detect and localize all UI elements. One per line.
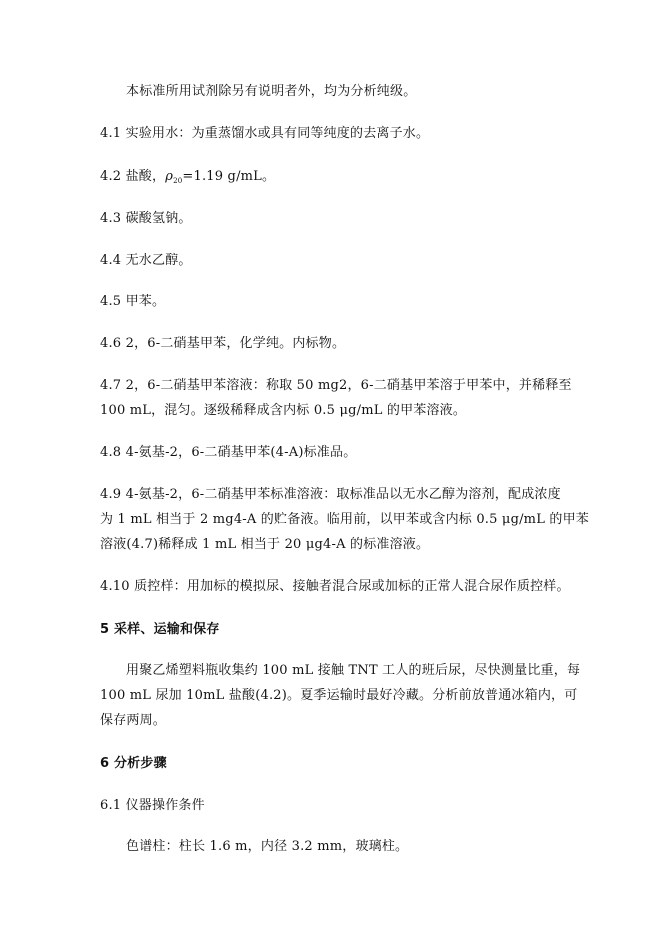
item-4-8: 4.8 4-氨基-2，6-二硝基甲苯(4-A)标准品。 (100, 445, 357, 460)
item-4-2 (100, 168, 275, 190)
section-5-line-2: 100 mL 尿加 10mL 盐酸(4.2)。夏季运输时最好冷藏。分析前放普通冰箱内，可 (100, 688, 578, 703)
intro-paragraph: 本标准所用试剂除另有说明者外，均为分析纯级。 (126, 84, 417, 99)
section-6-heading: 6 分析步骤 (100, 756, 167, 771)
item-4-9-line-3: 溶液(4.7)稀释成 1 mL 相当于 20 μg4-A 的标准溶液。 (100, 537, 430, 552)
item-4-2-prefix: 4.2 盐酸， (100, 169, 166, 184)
section-5-heading: 5 采样、运输和保存 (100, 622, 220, 637)
item-4-7-line-1: 4.7 2，6-二硝基甲苯溶液：称取 50 mg2，6-二硝基甲苯溶于甲苯中，并稀释至 (100, 378, 572, 393)
item-4-6: 4.6 2，6-二硝基甲苯，化学纯。内标物。 (100, 336, 346, 351)
section-5-line-1: 用聚乙烯塑料瓶收集约 100 mL 接触 TNT 工人的班后尿，尽快测量比重，每 (126, 663, 581, 678)
item-4-4: 4.4 无水乙醇。 (100, 253, 192, 268)
section-5-line-3: 保存两周。 (100, 713, 167, 728)
item-4-1: 4.1 实验用水：为重蒸馏水或具有同等纯度的去离子水。 (100, 126, 430, 141)
item-4-3: 4.3 碳酸氢钠。 (100, 211, 192, 226)
item-4-7-line-2: 100 mL，混匀。逐级稀释成含内标 0.5 μg/mL 的甲苯溶液。 (100, 403, 467, 418)
item-4-10: 4.10 质控样：用加标的模拟尿、接触者混合尿或加标的正常人混合尿作质控样。 (100, 579, 570, 594)
item-4-9-line-2: 为 1 mL 相当于 2 mg4-A 的贮备液。临用前，以甲苯或含内标 0.5 μg/mL 的甲苯 (100, 512, 589, 527)
section-6-1-heading: 6.1 仪器操作条件 (100, 798, 205, 813)
item-4-5: 4.5 甲苯。 (100, 294, 166, 309)
density-symbol: ρ (165, 169, 174, 184)
column-spec-line: 色谱柱：柱长 1.6 m，内径 3.2 mm，玻璃柱。 (126, 839, 409, 854)
item-4-9-line-1: 4.9 4-氨基-2，6-二硝基甲苯标准溶液：取标准品以无水乙醇为溶剂，配成浓度 (100, 487, 561, 502)
item-4-2-suffix: =1.19 g/mL。 (182, 169, 276, 184)
density-subscript: 20 (173, 177, 183, 185)
